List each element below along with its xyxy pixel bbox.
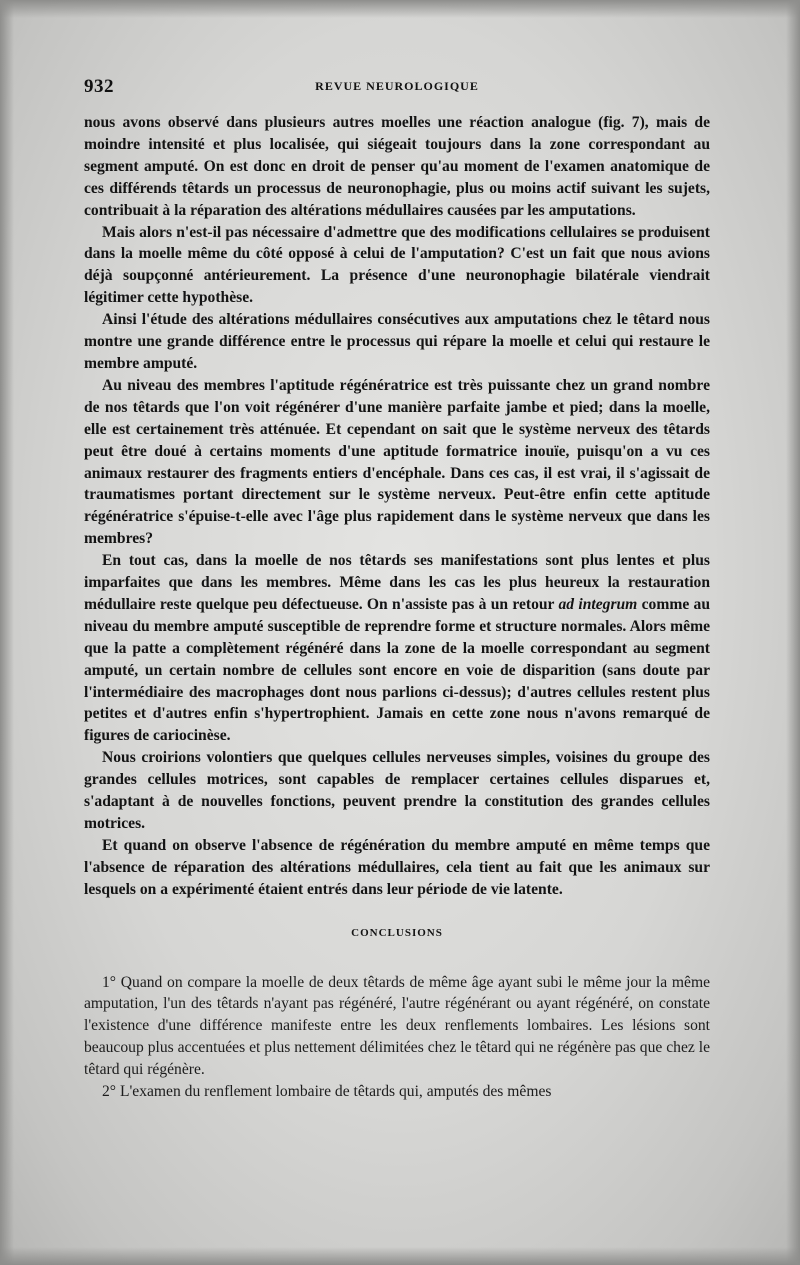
conclusion-number: 1° [102,973,117,991]
section-title-conclusions: CONCLUSIONS [351,926,443,939]
page-header [84,76,710,100]
paragraph: Ainsi l'étude des altérations médullaires consécutives aux amputations chez le têtard nous montre une grande différence entre le processus qui répare la moelle et celui qui restaure le membre amputé. [84,311,710,372]
scan-edge-bottom [0,1247,800,1265]
conclusions-list [84,972,710,1103]
conclusion-item [84,972,710,1082]
article-body [84,112,710,1103]
paragraph-text: En tout cas, dans la moelle de nos têtards ses manifestations sont plus lentes et plus imparfaites que dans les membres. Même dans les cas les plus heureux la restauration médullaire reste quelque peu défectueuse. On n'assiste pas à un retour [84,552,710,613]
paragraph: Au niveau des membres l'aptitude régénératrice est très puissante chez un grand nombre de nos têtards que l'on voit régénérer d'une manière parfaite jambe et pied; dans la moelle, elle est certainement très atténuée. Et cependant on sait que le système nerveux des têtards peut être doué à certains moments d'une aptitude formatrice inouïe, puisqu'on a vu ces animaux restaurer des fragments entiers d'encéphale. Dans ces cas, il est vrai, il s'agissait de traumatismes portant directement sur le système nerveux. Peut-être enfin cette aptitude régénératrice s'épuise-t-elle avec l'âge plus rapidement dans le système nerveux que dans les membres? [84,376,710,548]
paragraph: Nous croirions volontiers que quelques cellules nerveuses simples, voisines du groupe des grandes cellules motrices, sont capables de remplacer certaines cellules disparues et, s'adaptant à de nouvelles fonctions, peuvent prendre la constitution des grandes cellules motrices. [84,749,710,832]
paragraph-text: comme au niveau du membre amputé susceptible de reprendre forme et structure normales. Alors même que la patte a complètement régénéré dans la zone de la moelle correspondant au segment amputé, un certain nombre de cellules sont encore en voie de disparition (sans doute par l'intermédiaire des macrophages dont nous parlions ci-dessus); d'autres cellules restent plus petites et d'autres enfin s'hypertrophient. Jamais en cette zone nous n'avons remarqué de figures de cariocinèse. [84,595,711,745]
conclusion-item [84,1081,710,1103]
conclusion-text: L'examen du renflement lombaire de têtards qui, amputés des mêmes [116,1083,552,1101]
scan-edge-right [786,0,800,1265]
conclusion-text: Quand on compare la moelle de deux têtards de même âge ayant subi le même jour la même amputation, l'un des têtards n'ayant pas régénéré, l'autre régénérant ou ayant régénéré, on constate l'existence d'une différence manifeste entre les deux renflements lombaires. Les lésions sont beaucoup plus accentuées et plus nettement délimitées chez le têtard qui ne régénère pas que chez le têtard qui régénère. [84,973,710,1079]
scan-edge-left [0,0,14,1265]
running-head: REVUE NEUROLOGIQUE [315,79,479,93]
paragraph: Mais alors n'est-il pas nécessaire d'admettre que des modifications cellulaires se produisent dans la moelle même du côté opposé à celui de l'amputation? C'est un fait que nous avions déjà soupçonné antérieurement. La présence d'une neuronophagie bilatérale viendrait légitimer cette hypothèse. [84,223,710,307]
scan-edge-top [0,0,800,18]
conclusion-number: 2° [102,1083,117,1101]
paragraph: Et quand on observe l'absence de régénération du membre amputé en même temps que l'absence de réparation des altérations médullaires, cela tient au fait que les animaux sur lesquels on a expérimenté étaient entrés dans leur période de vie latente. [84,836,710,898]
paragraph: nous avons observé dans plusieurs autres moelles une réaction analogue (fig. 7), mais de moindre intensité et plus localisée, qui siégeait toujours dans la zone correspondant au segment amputé. On est donc en droit de penser qu'au moment de l'examen anatomique de ces différends têtards un processus de neuronophagie, plus ou moins actif suivant les sujets, contribuait à la réparation des altérations médullaires causées par les amputations. [84,114,710,219]
latin-phrase: ad integrum [558,595,638,613]
page-number: 932 [84,76,114,97]
paragraph [84,550,710,747]
